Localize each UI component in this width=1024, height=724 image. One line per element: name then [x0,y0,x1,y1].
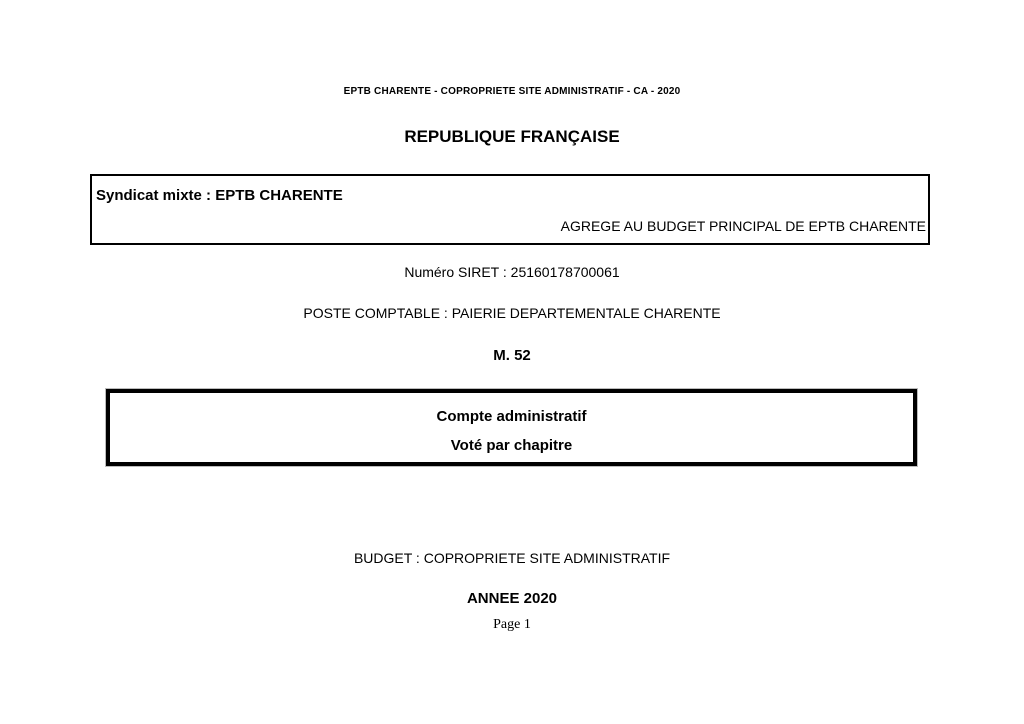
page-number: Page 1 [493,617,531,632]
entity-box [90,174,930,245]
page-title: REPUBLIQUE FRANÇAISE [404,127,620,146]
budget-name-line: BUDGET : COPROPRIETE SITE ADMINISTRATIF [353,550,671,566]
year-label: ANNEE 2020 [466,590,558,607]
document-header-reference: EPTB CHARENTE - COPROPRIETE SITE ADMINISTRATIF - CA - 2020 [343,86,681,97]
poste-comptable-line: POSTE COMPTABLE : PAIERIE DEPARTEMENTALE CHARENTE [303,305,721,321]
document-type-title: Compte administratif [436,408,587,425]
document-type-subtitle: Voté par chapitre [450,437,573,454]
siret-number-line: Numéro SIRET : 25160178700061 [404,264,620,280]
entity-name-label: Syndicat mixte : EPTB CHARENTE [96,187,343,204]
aggregation-note: AGREGE AU BUDGET PRINCIPAL DE EPTB CHARENTE [560,218,926,234]
document-type-box [106,389,917,466]
nomenclature-label: M. 52 [493,347,531,364]
